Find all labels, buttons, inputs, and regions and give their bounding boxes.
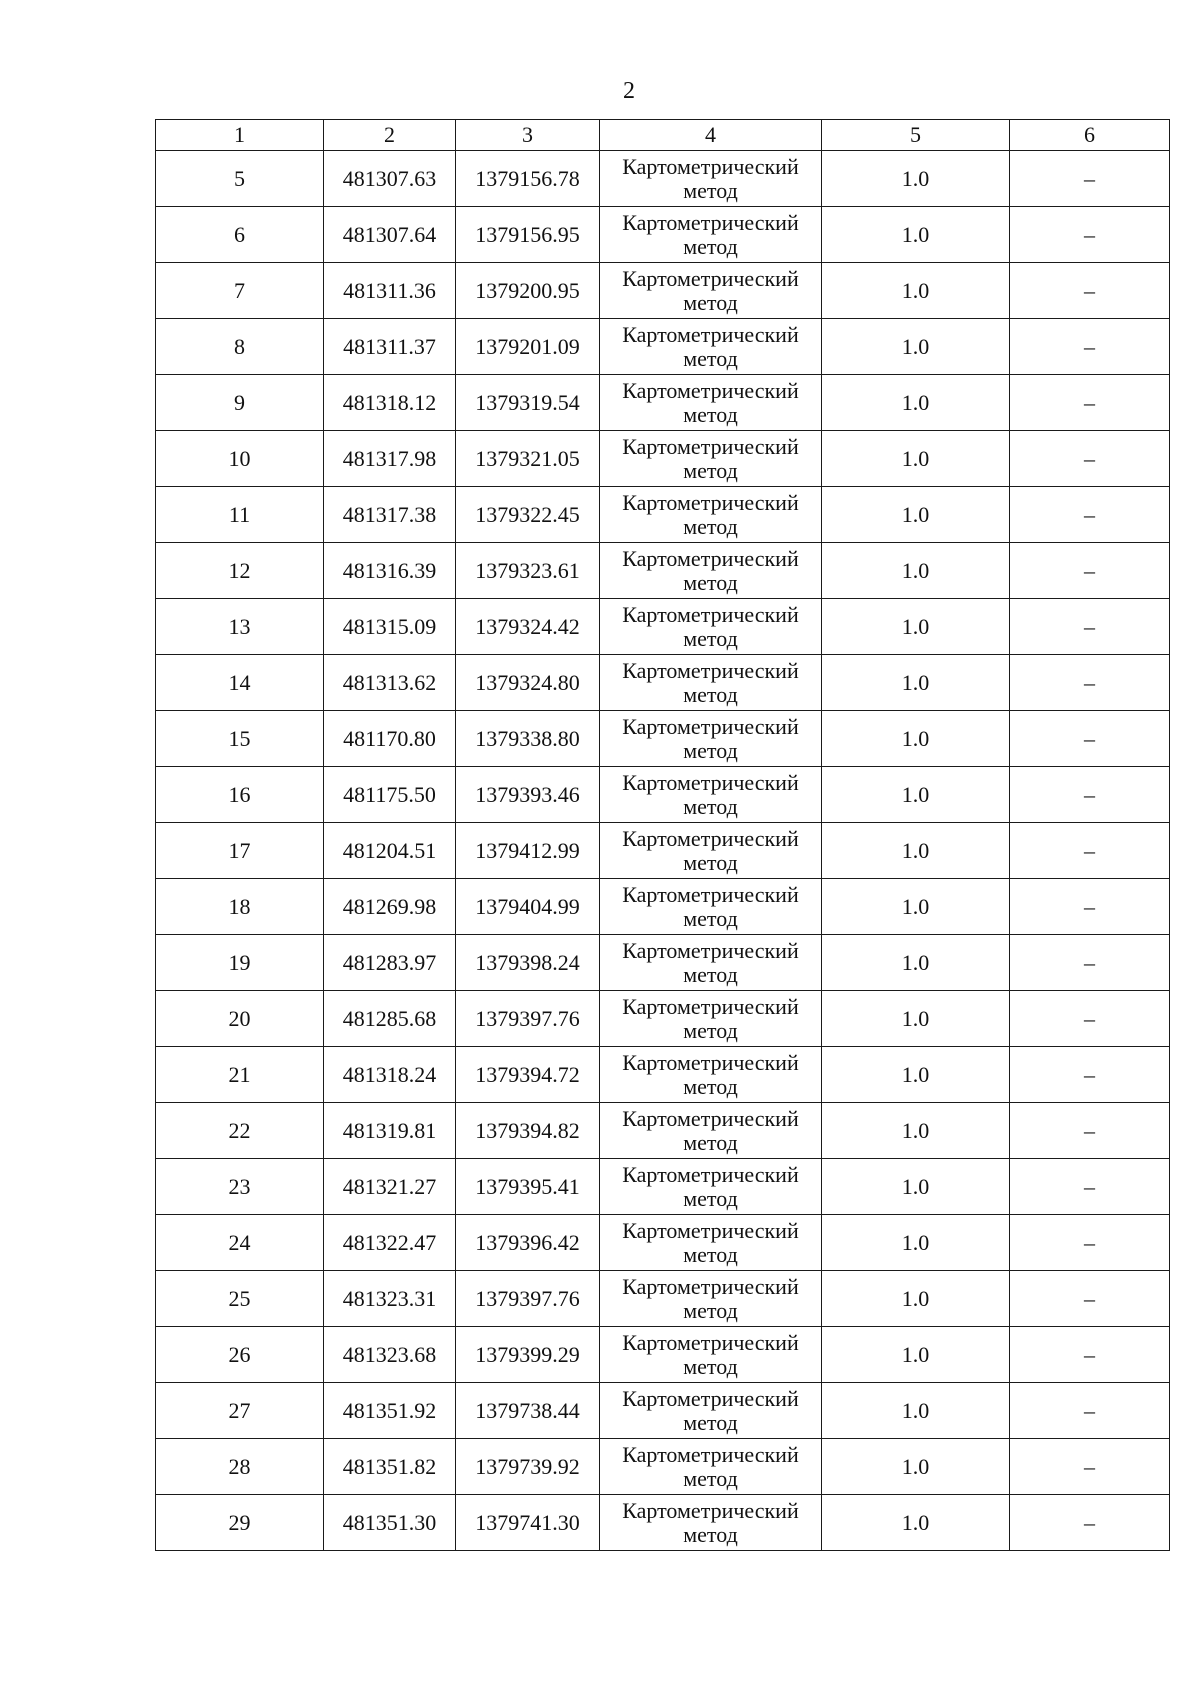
y-coordinate-cell: 1379399.29 — [456, 1327, 600, 1383]
point-number-cell: 29 — [156, 1495, 324, 1551]
method-label-line-1: Картометрический — [622, 657, 799, 683]
note-cell: – — [1010, 319, 1170, 375]
table-body — [156, 151, 1170, 1551]
method-cell — [600, 599, 822, 655]
method-label-line-2: метод — [683, 1521, 738, 1547]
x-coordinate-cell: 481351.82 — [324, 1439, 456, 1495]
point-number-cell: 21 — [156, 1047, 324, 1103]
accuracy-cell: 1.0 — [822, 599, 1010, 655]
point-number-cell: 25 — [156, 1271, 324, 1327]
method-label-line-2: метод — [683, 1465, 738, 1491]
header-col-3: 3 — [456, 120, 600, 151]
method-label-line-1: Картометрический — [622, 209, 799, 235]
table-row — [156, 319, 1170, 375]
x-coordinate-cell: 481285.68 — [324, 991, 456, 1047]
method-label-line-1: Картометрический — [622, 489, 799, 515]
table-row — [156, 1215, 1170, 1271]
point-number-cell: 15 — [156, 711, 324, 767]
table-row — [156, 599, 1170, 655]
method-label-line-2: метод — [683, 793, 738, 819]
table-row — [156, 207, 1170, 263]
method-label-line-2: метод — [683, 1297, 738, 1323]
point-number-cell: 16 — [156, 767, 324, 823]
x-coordinate-cell: 481323.31 — [324, 1271, 456, 1327]
header-col-4: 4 — [600, 120, 822, 151]
x-coordinate-cell: 481321.27 — [324, 1159, 456, 1215]
accuracy-cell: 1.0 — [822, 1159, 1010, 1215]
method-cell — [600, 935, 822, 991]
method-cell — [600, 1047, 822, 1103]
point-number-cell: 20 — [156, 991, 324, 1047]
method-label-line-2: метод — [683, 1073, 738, 1099]
method-cell — [600, 767, 822, 823]
table-header-row — [156, 120, 1170, 151]
accuracy-cell: 1.0 — [822, 1215, 1010, 1271]
point-number-cell: 22 — [156, 1103, 324, 1159]
note-cell: – — [1010, 655, 1170, 711]
method-cell — [600, 487, 822, 543]
table-row — [156, 263, 1170, 319]
note-cell: – — [1010, 711, 1170, 767]
header-col-2: 2 — [324, 120, 456, 151]
method-label-line-1: Картометрический — [622, 1441, 799, 1467]
table-row — [156, 1271, 1170, 1327]
accuracy-cell: 1.0 — [822, 263, 1010, 319]
y-coordinate-cell: 1379394.72 — [456, 1047, 600, 1103]
method-cell — [600, 207, 822, 263]
method-label-line-2: метод — [683, 457, 738, 483]
table-row — [156, 1047, 1170, 1103]
method-label-line-2: метод — [683, 1017, 738, 1043]
method-label-line-1: Картометрический — [622, 881, 799, 907]
method-label-line-1: Картометрический — [622, 1497, 799, 1523]
method-label-line-1: Картометрический — [622, 1049, 799, 1075]
point-number-cell: 13 — [156, 599, 324, 655]
note-cell: – — [1010, 991, 1170, 1047]
y-coordinate-cell: 1379201.09 — [456, 319, 600, 375]
x-coordinate-cell: 481351.92 — [324, 1383, 456, 1439]
method-label-line-1: Картометрический — [622, 433, 799, 459]
y-coordinate-cell: 1379738.44 — [456, 1383, 600, 1439]
y-coordinate-cell: 1379397.76 — [456, 1271, 600, 1327]
accuracy-cell: 1.0 — [822, 431, 1010, 487]
table-row — [156, 543, 1170, 599]
method-label-line-2: метод — [683, 681, 738, 707]
note-cell: – — [1010, 207, 1170, 263]
method-cell — [600, 711, 822, 767]
y-coordinate-cell: 1379395.41 — [456, 1159, 600, 1215]
x-coordinate-cell: 481170.80 — [324, 711, 456, 767]
point-number-cell: 26 — [156, 1327, 324, 1383]
method-label-line-2: метод — [683, 737, 738, 763]
x-coordinate-cell: 481315.09 — [324, 599, 456, 655]
method-label-line-2: метод — [683, 1129, 738, 1155]
table-row — [156, 655, 1170, 711]
point-number-cell: 19 — [156, 935, 324, 991]
note-cell: – — [1010, 1383, 1170, 1439]
header-col-1: 1 — [156, 120, 324, 151]
x-coordinate-cell: 481283.97 — [324, 935, 456, 991]
table-row — [156, 1327, 1170, 1383]
method-label-line-1: Картометрический — [622, 545, 799, 571]
method-label-line-1: Картометрический — [622, 1329, 799, 1355]
y-coordinate-cell: 1379324.42 — [456, 599, 600, 655]
point-number-cell: 5 — [156, 151, 324, 207]
table-row — [156, 711, 1170, 767]
point-number-cell: 11 — [156, 487, 324, 543]
method-label-line-2: метод — [683, 1185, 738, 1211]
table-row — [156, 879, 1170, 935]
table-row — [156, 375, 1170, 431]
accuracy-cell: 1.0 — [822, 823, 1010, 879]
point-number-cell: 14 — [156, 655, 324, 711]
x-coordinate-cell: 481319.81 — [324, 1103, 456, 1159]
accuracy-cell: 1.0 — [822, 543, 1010, 599]
method-label-line-2: метод — [683, 905, 738, 931]
y-coordinate-cell: 1379200.95 — [456, 263, 600, 319]
accuracy-cell: 1.0 — [822, 1047, 1010, 1103]
accuracy-cell: 1.0 — [822, 1383, 1010, 1439]
x-coordinate-cell: 481175.50 — [324, 767, 456, 823]
method-cell — [600, 879, 822, 935]
method-label-line-1: Картометрический — [622, 153, 799, 179]
y-coordinate-cell: 1379398.24 — [456, 935, 600, 991]
y-coordinate-cell: 1379156.78 — [456, 151, 600, 207]
method-label-line-1: Картометрический — [622, 825, 799, 851]
method-label-line-2: метод — [683, 1241, 738, 1267]
table-row — [156, 1159, 1170, 1215]
point-number-cell: 28 — [156, 1439, 324, 1495]
accuracy-cell: 1.0 — [822, 935, 1010, 991]
table-row — [156, 767, 1170, 823]
x-coordinate-cell: 481317.98 — [324, 431, 456, 487]
method-label-line-1: Картометрический — [622, 377, 799, 403]
point-number-cell: 8 — [156, 319, 324, 375]
y-coordinate-cell: 1379321.05 — [456, 431, 600, 487]
x-coordinate-cell: 481316.39 — [324, 543, 456, 599]
note-cell: – — [1010, 431, 1170, 487]
y-coordinate-cell: 1379324.80 — [456, 655, 600, 711]
method-label-line-1: Картометрический — [622, 993, 799, 1019]
method-cell — [600, 1159, 822, 1215]
x-coordinate-cell: 481307.64 — [324, 207, 456, 263]
x-coordinate-cell: 481269.98 — [324, 879, 456, 935]
x-coordinate-cell: 481313.62 — [324, 655, 456, 711]
accuracy-cell: 1.0 — [822, 487, 1010, 543]
y-coordinate-cell: 1379396.42 — [456, 1215, 600, 1271]
y-coordinate-cell: 1379412.99 — [456, 823, 600, 879]
point-number-cell: 10 — [156, 431, 324, 487]
method-cell — [600, 263, 822, 319]
method-cell — [600, 431, 822, 487]
method-label-line-1: Картометрический — [622, 937, 799, 963]
accuracy-cell: 1.0 — [822, 991, 1010, 1047]
y-coordinate-cell: 1379393.46 — [456, 767, 600, 823]
x-coordinate-cell: 481307.63 — [324, 151, 456, 207]
accuracy-cell: 1.0 — [822, 207, 1010, 263]
method-label-line-2: метод — [683, 849, 738, 875]
table-row — [156, 991, 1170, 1047]
x-coordinate-cell: 481311.37 — [324, 319, 456, 375]
method-cell — [600, 991, 822, 1047]
table-row — [156, 487, 1170, 543]
header-col-6: 6 — [1010, 120, 1170, 151]
table-row — [156, 151, 1170, 207]
method-cell — [600, 1495, 822, 1551]
method-label-line-1: Картометрический — [622, 1217, 799, 1243]
note-cell: – — [1010, 599, 1170, 655]
method-label-line-1: Картометрический — [622, 601, 799, 627]
accuracy-cell: 1.0 — [822, 1271, 1010, 1327]
table-row — [156, 431, 1170, 487]
note-cell: – — [1010, 1215, 1170, 1271]
method-cell — [600, 1383, 822, 1439]
method-label-line-1: Картометрический — [622, 1161, 799, 1187]
method-label-line-2: метод — [683, 625, 738, 651]
accuracy-cell: 1.0 — [822, 375, 1010, 431]
x-coordinate-cell: 481322.47 — [324, 1215, 456, 1271]
method-cell — [600, 823, 822, 879]
point-number-cell: 17 — [156, 823, 324, 879]
method-cell — [600, 151, 822, 207]
note-cell: – — [1010, 1047, 1170, 1103]
accuracy-cell: 1.0 — [822, 319, 1010, 375]
note-cell: – — [1010, 935, 1170, 991]
method-cell — [600, 319, 822, 375]
method-label-line-2: метод — [683, 345, 738, 371]
x-coordinate-cell: 481318.24 — [324, 1047, 456, 1103]
table-row — [156, 1103, 1170, 1159]
y-coordinate-cell: 1379156.95 — [456, 207, 600, 263]
method-label-line-1: Картометрический — [622, 265, 799, 291]
method-label-line-2: метод — [683, 1409, 738, 1435]
method-label-line-1: Картометрический — [622, 321, 799, 347]
accuracy-cell: 1.0 — [822, 1439, 1010, 1495]
y-coordinate-cell: 1379397.76 — [456, 991, 600, 1047]
y-coordinate-cell: 1379322.45 — [456, 487, 600, 543]
note-cell: – — [1010, 1439, 1170, 1495]
method-cell — [600, 1439, 822, 1495]
method-label-line-2: метод — [683, 1353, 738, 1379]
method-label-line-1: Картометрический — [622, 1385, 799, 1411]
x-coordinate-cell: 481311.36 — [324, 263, 456, 319]
method-cell — [600, 1271, 822, 1327]
method-cell — [600, 1327, 822, 1383]
y-coordinate-cell: 1379404.99 — [456, 879, 600, 935]
x-coordinate-cell: 481204.51 — [324, 823, 456, 879]
table-row — [156, 1439, 1170, 1495]
note-cell: – — [1010, 1103, 1170, 1159]
note-cell: – — [1010, 879, 1170, 935]
note-cell: – — [1010, 375, 1170, 431]
y-coordinate-cell: 1379394.82 — [456, 1103, 600, 1159]
note-cell: – — [1010, 1327, 1170, 1383]
note-cell: – — [1010, 1159, 1170, 1215]
method-cell — [600, 1103, 822, 1159]
method-label-line-2: метод — [683, 569, 738, 595]
method-label-line-2: метод — [683, 401, 738, 427]
method-label-line-2: метод — [683, 177, 738, 203]
y-coordinate-cell: 1379739.92 — [456, 1439, 600, 1495]
point-number-cell: 23 — [156, 1159, 324, 1215]
point-number-cell: 18 — [156, 879, 324, 935]
y-coordinate-cell: 1379323.61 — [456, 543, 600, 599]
method-label-line-1: Картометрический — [622, 713, 799, 739]
point-number-cell: 12 — [156, 543, 324, 599]
point-number-cell: 24 — [156, 1215, 324, 1271]
table-row — [156, 823, 1170, 879]
table-row — [156, 1495, 1170, 1551]
accuracy-cell: 1.0 — [822, 1495, 1010, 1551]
point-number-cell: 27 — [156, 1383, 324, 1439]
note-cell: – — [1010, 823, 1170, 879]
accuracy-cell: 1.0 — [822, 711, 1010, 767]
page-number: 2 — [623, 78, 635, 104]
note-cell: – — [1010, 263, 1170, 319]
table-row — [156, 935, 1170, 991]
accuracy-cell: 1.0 — [822, 1327, 1010, 1383]
y-coordinate-cell: 1379319.54 — [456, 375, 600, 431]
accuracy-cell: 1.0 — [822, 151, 1010, 207]
point-number-cell: 7 — [156, 263, 324, 319]
note-cell: – — [1010, 151, 1170, 207]
accuracy-cell: 1.0 — [822, 879, 1010, 935]
x-coordinate-cell: 481351.30 — [324, 1495, 456, 1551]
x-coordinate-cell: 481318.12 — [324, 375, 456, 431]
x-coordinate-cell: 481317.38 — [324, 487, 456, 543]
note-cell: – — [1010, 543, 1170, 599]
accuracy-cell: 1.0 — [822, 1103, 1010, 1159]
method-label-line-2: метод — [683, 961, 738, 987]
method-label-line-2: метод — [683, 513, 738, 539]
note-cell: – — [1010, 1495, 1170, 1551]
method-cell — [600, 1215, 822, 1271]
method-label-line-1: Картометрический — [622, 1273, 799, 1299]
accuracy-cell: 1.0 — [822, 767, 1010, 823]
method-cell — [600, 655, 822, 711]
coordinates-table — [155, 119, 1170, 1551]
point-number-cell: 6 — [156, 207, 324, 263]
note-cell: – — [1010, 487, 1170, 543]
header-col-5: 5 — [822, 120, 1010, 151]
x-coordinate-cell: 481323.68 — [324, 1327, 456, 1383]
method-label-line-1: Картометрический — [622, 769, 799, 795]
method-cell — [600, 375, 822, 431]
y-coordinate-cell: 1379338.80 — [456, 711, 600, 767]
method-label-line-2: метод — [683, 233, 738, 259]
method-cell — [600, 543, 822, 599]
y-coordinate-cell: 1379741.30 — [456, 1495, 600, 1551]
method-label-line-2: метод — [683, 289, 738, 315]
method-label-line-1: Картометрический — [622, 1105, 799, 1131]
note-cell: – — [1010, 1271, 1170, 1327]
point-number-cell: 9 — [156, 375, 324, 431]
accuracy-cell: 1.0 — [822, 655, 1010, 711]
table-row — [156, 1383, 1170, 1439]
note-cell: – — [1010, 767, 1170, 823]
